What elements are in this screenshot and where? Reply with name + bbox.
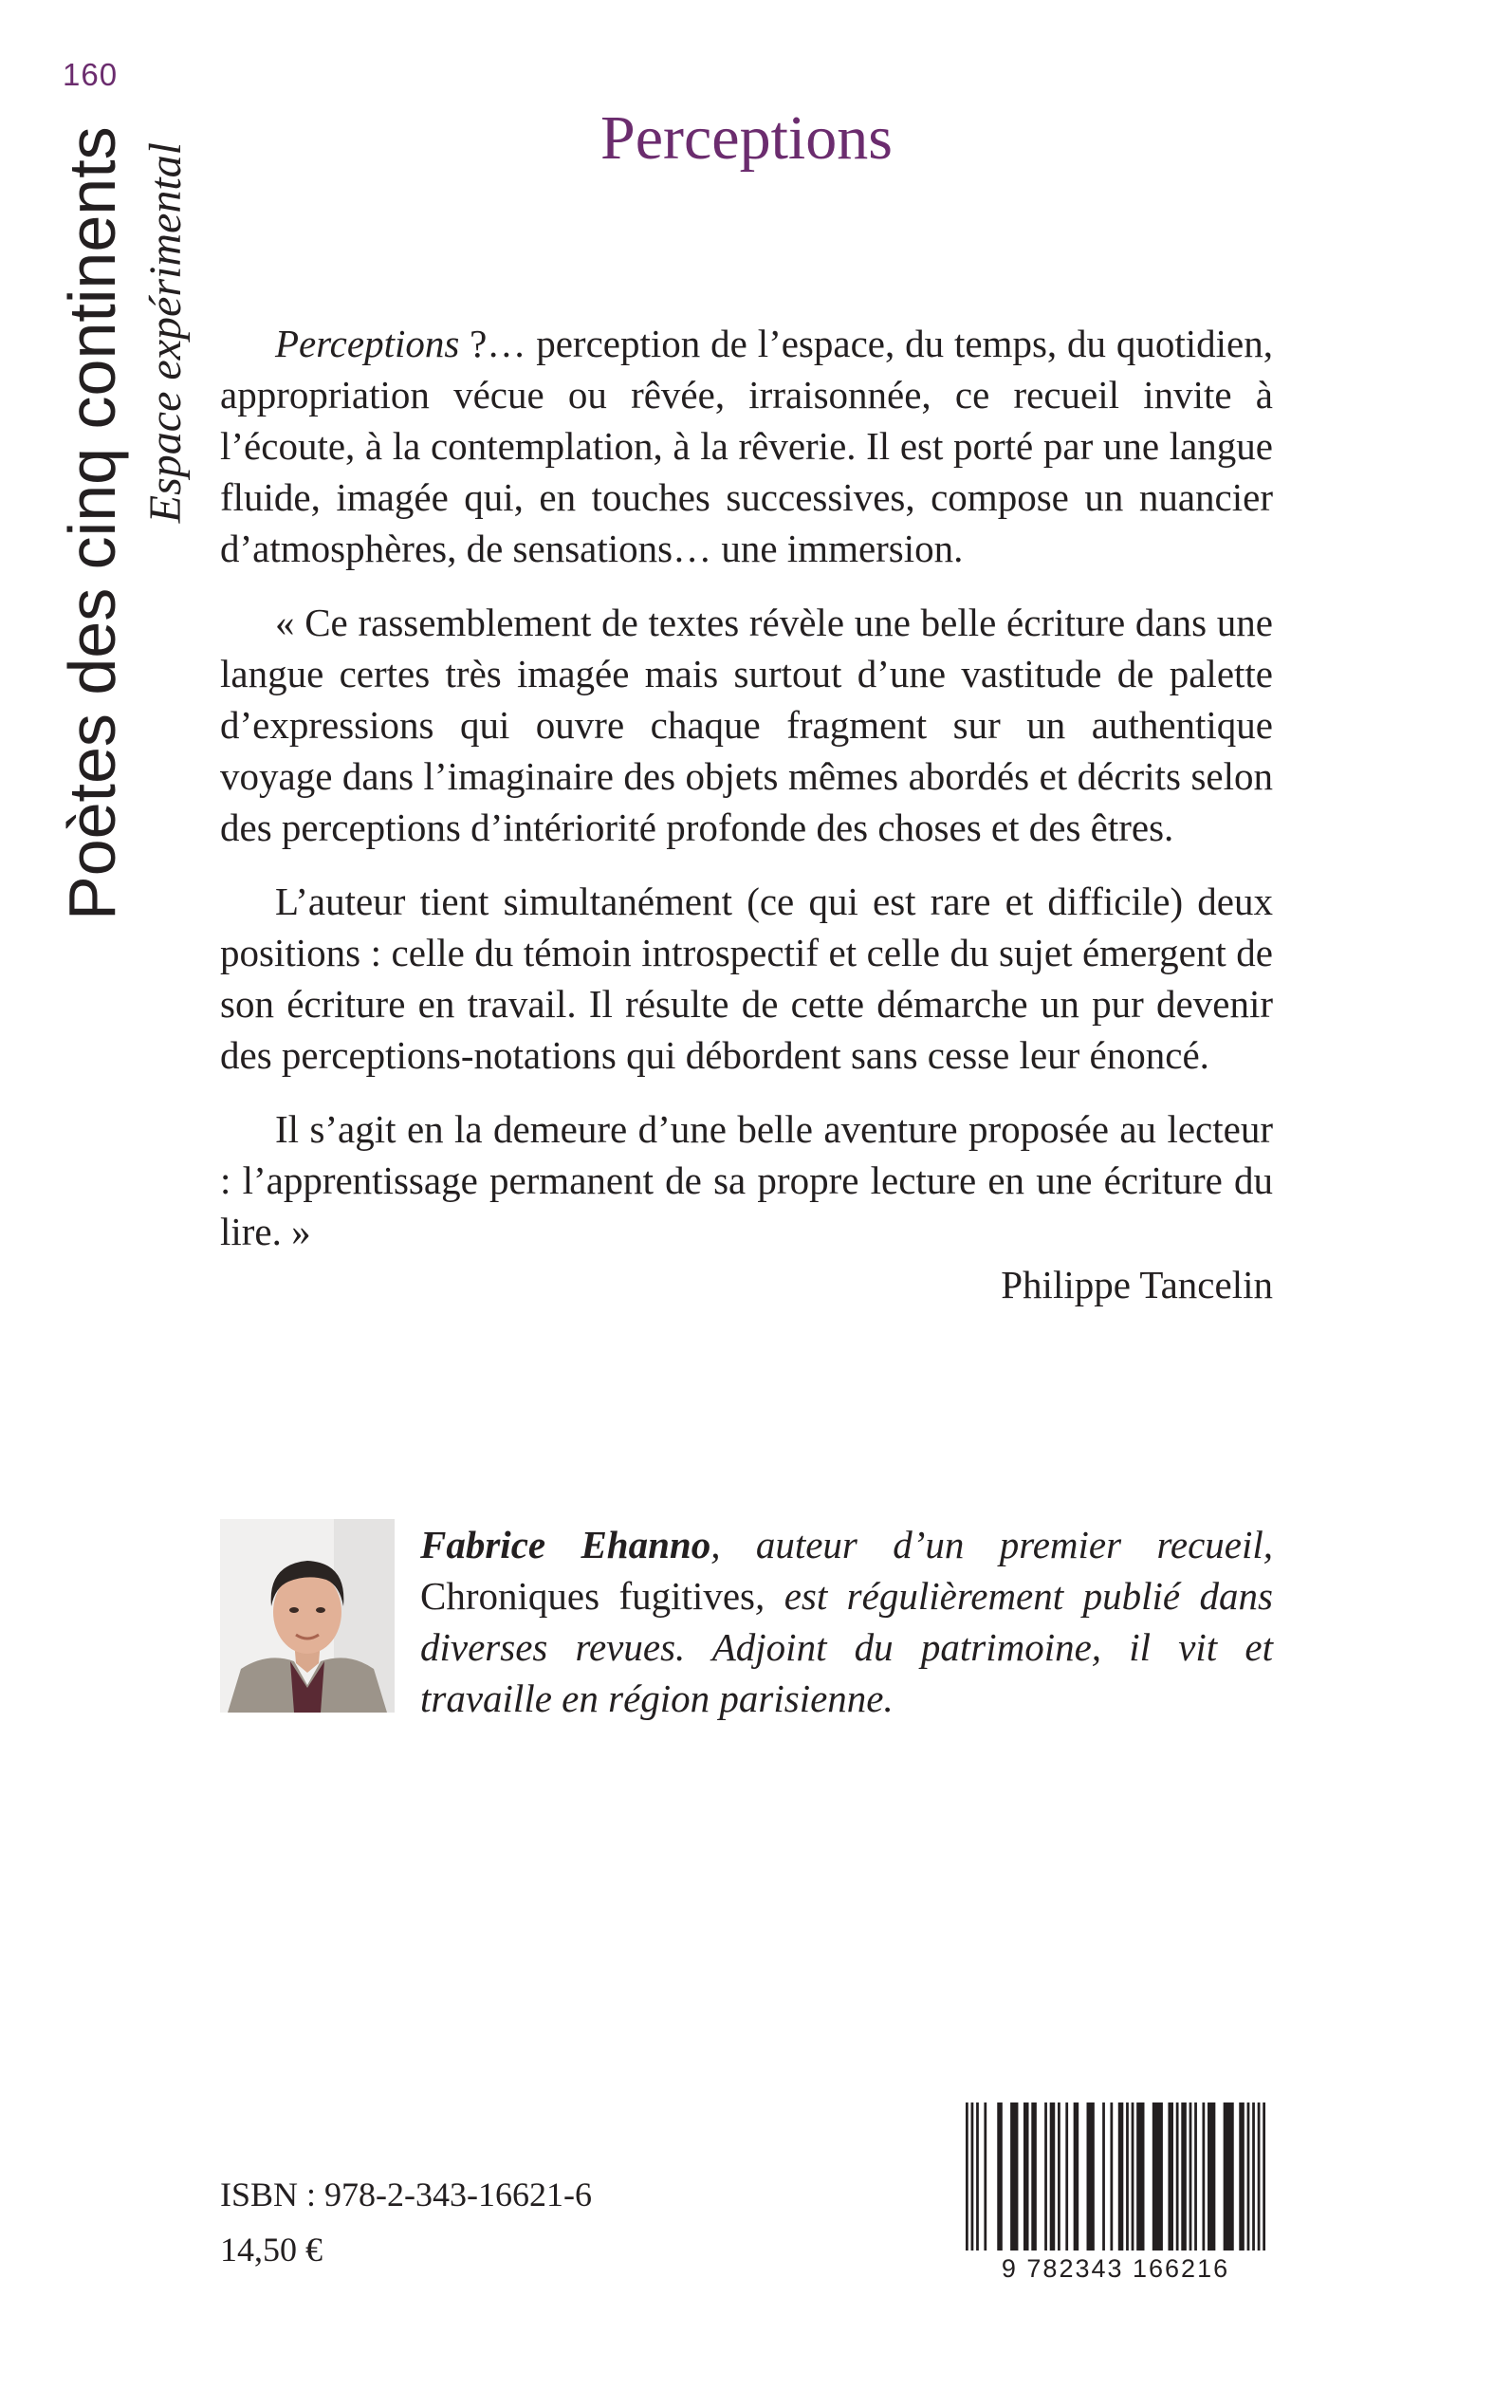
barcode-bar (1065, 2102, 1068, 2251)
barcode-bar (1202, 2102, 1205, 2251)
barcode-bar (1168, 2102, 1173, 2251)
author-book-title: Chroniques fugitives (420, 1574, 755, 1618)
blurb (220, 318, 1273, 1333)
barcode-bar (1194, 2102, 1197, 2251)
author-photo (220, 1519, 395, 1713)
barcode-bar (1176, 2102, 1179, 2251)
barcode-bar (1247, 2102, 1250, 2251)
barcode-bar (984, 2102, 986, 2251)
quote-signature: Philippe Tancelin (1001, 1263, 1273, 1306)
spine-block (49, 126, 191, 920)
barcode-bar (976, 2102, 979, 2251)
barcode-bar (1110, 2102, 1113, 2251)
barcode-bar (1208, 2102, 1215, 2251)
price: 14,50 € (220, 2231, 323, 2269)
barcode-bar (1258, 2102, 1261, 2251)
paragraph-3: L’auteur tient simultanément (ce qui est rare et difficile) deux positions : celle du témoin introspectif et celle du sujet émergent de son écriture en travail. Il résulte de cette démarche un pur devenir des perceptions-notations qui débordent sans cesse leur énoncé. (220, 880, 1273, 1077)
barcode-bar (997, 2102, 1003, 2251)
barcode-digits: 9 782343 166216 (1001, 2254, 1230, 2283)
barcode-bar (1252, 2102, 1255, 2251)
barcode-bar (1239, 2102, 1245, 2251)
barcode-bar (1263, 2102, 1265, 2251)
series-number: 160 (63, 57, 119, 92)
barcode-bar (1031, 2102, 1037, 2251)
series-subtitle: Espace expérimental (140, 142, 191, 524)
paragraph-1-text: ?… perception de l’espace, du temps, du quotidien, appropriation vécue ou rêvée, irraisonnée, ce recueil invite à l’écoute, à la contemplation, à la rêverie. Il est porté par une langue fluide, imagée qui, en touches successives, compose un nuancier d’atmosphères, de sensations… une immersion. (220, 322, 1273, 570)
author-bio-part1: , auteur d’un premier recueil, (710, 1523, 1273, 1566)
barcode-bar (966, 2102, 968, 2251)
barcode-bar (1102, 2102, 1105, 2251)
author-bio-part2: , est régulièrement publié dans diverses revues. Adjoint du patrimoine, il vit et travaille en région parisienne. (420, 1574, 1273, 1720)
barcode-bar (1058, 2102, 1060, 2251)
barcode-bar (1189, 2102, 1192, 2251)
barcode-bar (1136, 2102, 1144, 2251)
book-title: Perceptions (600, 103, 893, 173)
barcode-bar (1087, 2102, 1095, 2251)
barcode-bar (971, 2102, 974, 2251)
barcode-bar (1050, 2102, 1056, 2251)
barcode (958, 2099, 1273, 2285)
barcode-bar (1224, 2102, 1234, 2251)
author-portrait-image (220, 1519, 395, 1713)
barcode-bar (1044, 2102, 1047, 2251)
paragraph-1-title: Perceptions (275, 322, 460, 365)
barcode-bar (1181, 2102, 1187, 2251)
barcode-bar (1023, 2102, 1029, 2251)
paragraph-2: « Ce rassemblement de textes révèle une belle écriture dans une langue certes très imagée mais surtout d’une vastitude de palette d’expressions qui ouvre chaque fragment sur un authentique voyage dans l’imaginaire des objets mêmes abordés et décrits selon des perceptions d’intériorité profonde des choses et des êtres. (220, 601, 1273, 849)
barcode-bar (1126, 2102, 1129, 2251)
isbn: ISBN : 978-2-343-16621-6 (220, 2176, 592, 2214)
series-title: Poètes des cinq continents (55, 126, 129, 920)
barcode-bar (1010, 2102, 1018, 2251)
barcode-bar (1118, 2102, 1124, 2251)
paragraph-1 (220, 318, 1273, 574)
barcode-bar (1152, 2102, 1163, 2251)
author-bio (420, 1519, 1273, 1724)
barcode-bar (1074, 2102, 1079, 2251)
paragraph-4: Il s’agit en la demeure d’une belle aventure proposée au lecteur : l’apprentissage permanent de sa propre lecture en une écriture du lire. » (220, 1107, 1273, 1253)
author-name: Fabrice Ehanno (420, 1523, 711, 1566)
barcode-bar (1132, 2102, 1134, 2251)
